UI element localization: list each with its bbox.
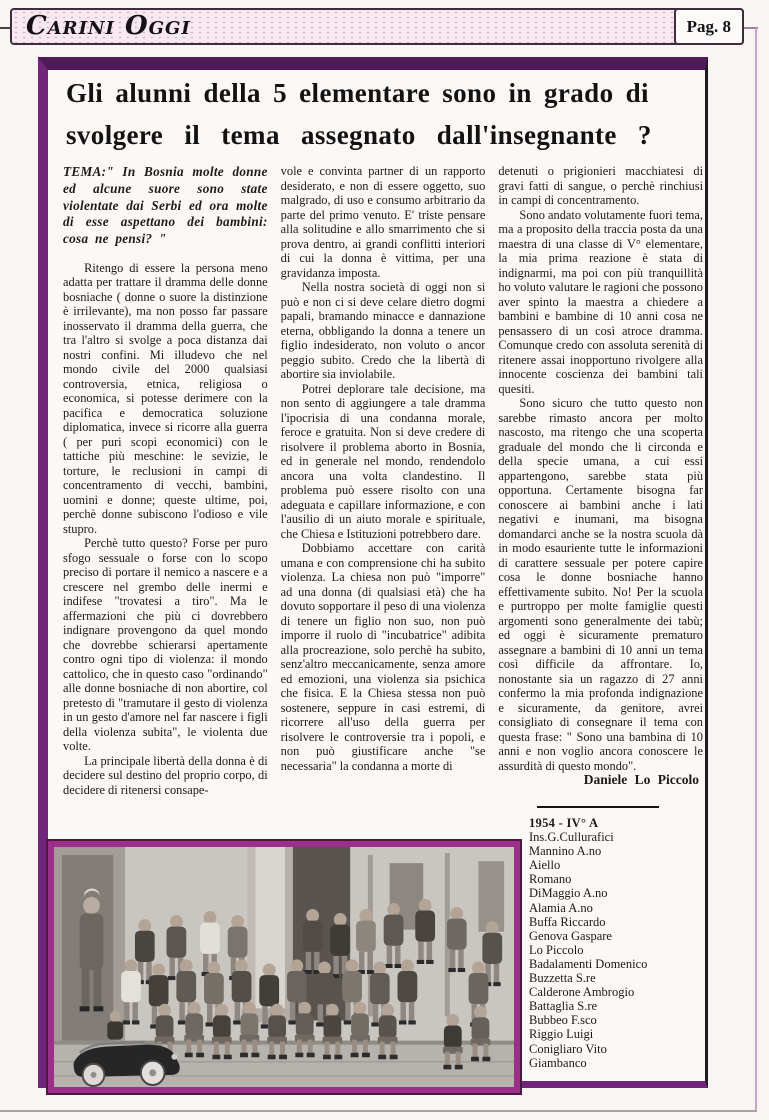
masthead-title: Carini Oggi: [26, 11, 191, 41]
caption-name: Ins.G.Cullurafici: [529, 830, 614, 845]
photo-caption-list: [529, 816, 647, 1070]
caption-name: Conigliaro Vito: [529, 1041, 607, 1056]
caption-name: Buffa Riccardo: [529, 914, 606, 929]
caption-name: Mannino A.no: [529, 844, 602, 859]
caption-name: Buzzetta S.re: [529, 971, 596, 986]
page-frame-line-left: [0, 27, 10, 29]
article-paragraph: detenuti o prigionieri macchiatesi di gravi fatti di sangue, o perchè rinchiusi in campi di concentramento.: [498, 164, 703, 207]
article-column-1: [63, 164, 268, 860]
article-paragraph: Sono andato volutamente fuori tema, ma a proposito della traccia posta da una maestra di una classe di V° elementare, la mia prima reazione è stata di indignarmi, ma poi con più tranquillità ho voluto valutare le ragioni che possono aver spinto la maestra a chiedere a bambini e bambine di 10 anni cosa ne pensassero di un così atroce dramma. Comunque credo con assoluta serenità di ritenere assai inopportuno rivolgere alla innocente coscienza dei bambini tali quesiti.: [498, 207, 703, 396]
headline-line-1: Gli alunni della 5 elementare sono in grado di: [66, 78, 649, 108]
article-byline: Daniele Lo Piccolo: [583, 772, 700, 787]
page-frame-line-right: [755, 28, 757, 1111]
caption-name: Lo Piccolo: [529, 942, 584, 957]
article-paragraph: Nella nostra società di oggi non si può e non ci si deve celare dietro dogmi papali, bramando minacce e dannazione eterna, obbligando la donna a tenere un figlio indesiderato, non voluto o ancor peggio subito. Credo che la libertà di abortire sia inviolabile.: [280, 280, 486, 381]
article-paragraph: Potrei deplorare tale decisione, ma non sento di aggiungere a tale dramma l'ipocrisia di una condanna morale, feroce e gratuita. Non si deve credere di risolvere il problema aborto in Bosnia, ed in generale nel mondo, rendendolo ancora una volta clandestino. Il problema può essere risolto con una adeguata e capillare informazione, e con l'ausilio di un aiuto morale e spirituale, che Chiesa e Istituzioni potrebbero dare.: [280, 381, 486, 541]
caption-name: Aiello: [529, 858, 561, 873]
caption-name: Bubbeo F.sco: [529, 1013, 597, 1028]
article-paragraph: Ritengo di essere la persona meno adatta per trattare il dramma delle donne bosniache ( donne o suore la distinzione è irrilevante), ma non posso far passare inosservato il dramma della guerra, che tra l'altro si svolge a poca distanza dai nostri confini. Mi illudevo che nel mondo civile del 2000 qualsiasi controversia, etnica, religiosa o economica, si potesse derimere con la pacifica e democratica soluzione diplomatica, invece si ricorre alla guerra ( per puri scopi economici) con le tattiche più meschine: le sevizie, le torture, le reclusioni in campi di concentramento di vecchi, bambini, uomini e donne; queste ultime, poi, perchè donne subiscono l'odioso e vile stupro.: [63, 260, 268, 536]
caption-name: Romano: [529, 872, 572, 887]
article-paragraph: Dobbiamo accettare con carità umana e con comprensione chi ha subito violenza. La chiesa non può "imporre" ad una donna (di qualsiasi età) che ha dovuto sopportare il peso di una violenza di tenere un figlio non suo, non può imporre il ruolo di "incubatrice" adibita alla procreazione, solo perchè ha subito, senz'altro meccanicamente, senza amore ed emozioni, una violenza sia psichica che fisica. E la Chiesa stessa non può sostenere, seppure in casi estremi, di ricorrere all'uso della guerra per risolvere le controversie tra i popoli, e non può giustificare anche "se necessaria" la condanna a morte di: [280, 541, 486, 773]
article-headline: [66, 72, 678, 156]
caption-divider: [537, 806, 659, 808]
article-paragraph: Sono sicuro che tutto questo non sarebbe rimasto ancora per molto nascosto, ma ritengo che una scoperta graduale del mondo che li circonda e della specie umana, a cui essi appartengono, sarebbe stata più opportuna. Certamente bisogna far conoscere ai bambini anche i lati negativi e inumani, ma bisogna domandarci anche se la nostra scuola dà in modo esauriente tutte le informazioni di carattere sessuale per potere capire cosa le donne bosniache hanno effettivamente subito. No! Per la scuola e purtroppo per molte famiglie questi argomenti sono generalmente dei tabù; ed oggi è sicuramente prematuro assegnare a bambini di 10 anni un tema così difficile da affrontare. Io, nonostante sia un ragazzo di 27 anni confermo la mia profonda indignazione e sicuramente, da genitore, avrei consigliato di consegnare il tema con questa frase: " Sono una bambina di 10 anni e non voglio ancora conoscere le assurdità di questo mondo".: [498, 396, 703, 773]
caption-name: DiMaggio A.no: [529, 886, 608, 901]
article-paragraph: vole e convinta partner di un rapporto desiderato, e non di essere oggetto, suo malgrado, di uso e consumo arbitrario da parte del primo venuto. E' triste pensare alla solitudine e allo smarrimento che si prova dentro, ai grandi conflitti interiori di cui la donna è vittima, per una gravidanza imposta.: [280, 164, 486, 280]
article-paragraph: La principale libertà della donna è di decidere sul destino del proprio corpo, di decidere di ritenersi consape-: [63, 753, 268, 797]
article-body: [63, 164, 703, 860]
page-number-label: Pag. 8: [674, 8, 744, 45]
class-photo-graphic: [54, 847, 514, 1087]
caption-title: 1954 - IV° A: [529, 816, 599, 830]
article-column-3: [498, 164, 703, 860]
article-paragraph: Perchè tutto questo? Forse per puro sfogo sessuale o forse con lo scopo preciso di portare il nemico a nascere e a crescere nel grembo delle inermi e indifese "trovatesi a tiro". Ma le affermazioni che più ci dovrebbero indignare provengono da quel mondo che dovrebbe schierarsi apertamente contro ogni tipo di violenza: il mondo cattolico, che in questo caso "ordinando" alle donne bosniache di non abortire, col pretesto di "tramutare il gesto di violenza in un gesto d'amore nel far nascere i figli della violenza subita", le violenta due volte.: [63, 536, 268, 754]
headline-line-2: svolgere il tema assegnato dall'insegnante ?: [66, 120, 652, 150]
caption-name: Badalamenti Domenico: [529, 956, 648, 971]
caption-name: Battaglia S.re: [529, 999, 598, 1014]
caption-name: Riggio Luigi: [529, 1027, 594, 1042]
caption-name: Giambanco: [529, 1055, 587, 1070]
masthead-band: [10, 8, 744, 45]
caption-name: Alamia A.no: [529, 900, 593, 915]
caption-name: Genova Gaspare: [529, 928, 612, 943]
page-frame-line-bottom: [0, 1110, 757, 1112]
article-column-2: [281, 164, 486, 860]
caption-name: Calderone Ambrogio: [529, 985, 635, 1000]
caption-names: [529, 830, 647, 1070]
class-photo: [48, 841, 520, 1093]
tema-lead: TEMA:" In Bosnia molte donne ed alcune suore sono state violentate dai Serbi ed ora molte di esse aspettano dei bambini: cosa ne pensi? ": [63, 164, 268, 247]
